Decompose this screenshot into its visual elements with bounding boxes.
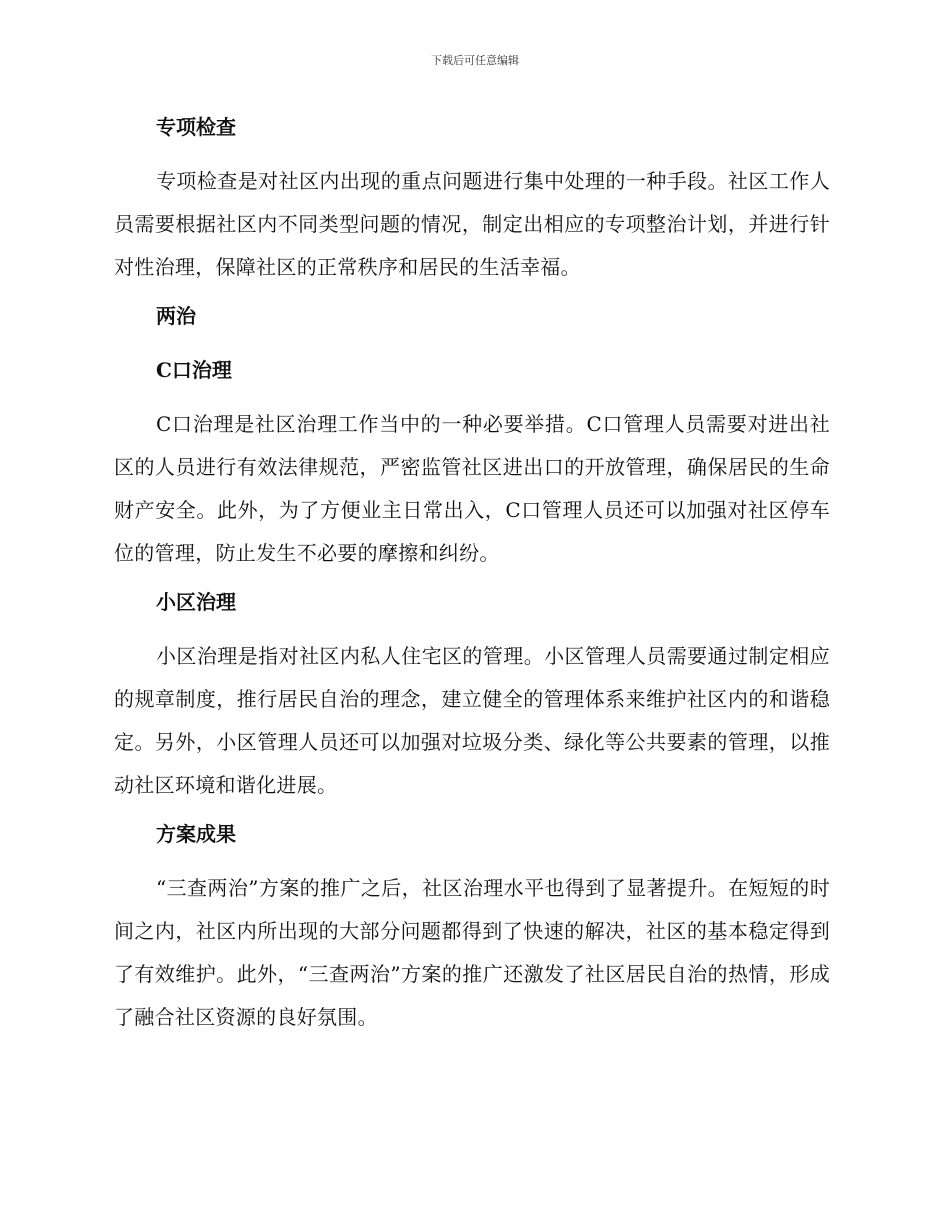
section-heading-special-inspection: 专项检查	[156, 115, 236, 139]
page-header: 下载后可任意编辑	[431, 54, 519, 67]
section-heading-program-results: 方案成果	[156, 822, 236, 846]
section-heading-community-governance: 小区治理	[156, 590, 236, 614]
section-heading-two-governance: 两治	[156, 304, 196, 328]
section-paragraph-program-results: “三查两治”方案的推广之后，社区治理水平也得到了显著提升。在短短的时间之内，社区内所出现的大部分问题都得到了快速的解决，社区的基本稳定得到了有效维护。此外，“三查两治”方案的推广还激发了社区居民自治的热情，形成了融合社区资源的良好氛围。	[114, 876, 830, 1029]
document-body	[114, 106, 830, 1039]
section-paragraph-community-governance: 小区治理是指对社区内私人住宅区的管理。小区管理人员需要通过制定相应的规章制度，推行居民自治的理念，建立健全的管理体系来维护社区内的和谐稳定。另外，小区管理人员还可以加强对垃圾分类、绿化等公共要素的管理，以推动社区环境和谐化进展。	[114, 644, 830, 797]
section-heading-gate-governance: C口治理	[156, 358, 232, 382]
section-paragraph-gate-governance: C口治理是社区治理工作当中的一种必要举措。C口管理人员需要对进出社区的人员进行有效法律规范，严密监管社区进出口的开放管理，确保居民的生命财产安全。此外，为了方便业主日常出入，C口管理人员还可以加强对社区停车位的管理，防止发生不必要的摩擦和纠纷。	[114, 412, 830, 565]
section-paragraph-special-inspection: 专项检查是对社区内出现的重点问题进行集中处理的一种手段。社区工作人员需要根据社区内不同类型问题的情况，制定出相应的专项整治计划，并进行针对性治理，保障社区的正常秩序和居民的生活幸福。	[114, 169, 830, 279]
